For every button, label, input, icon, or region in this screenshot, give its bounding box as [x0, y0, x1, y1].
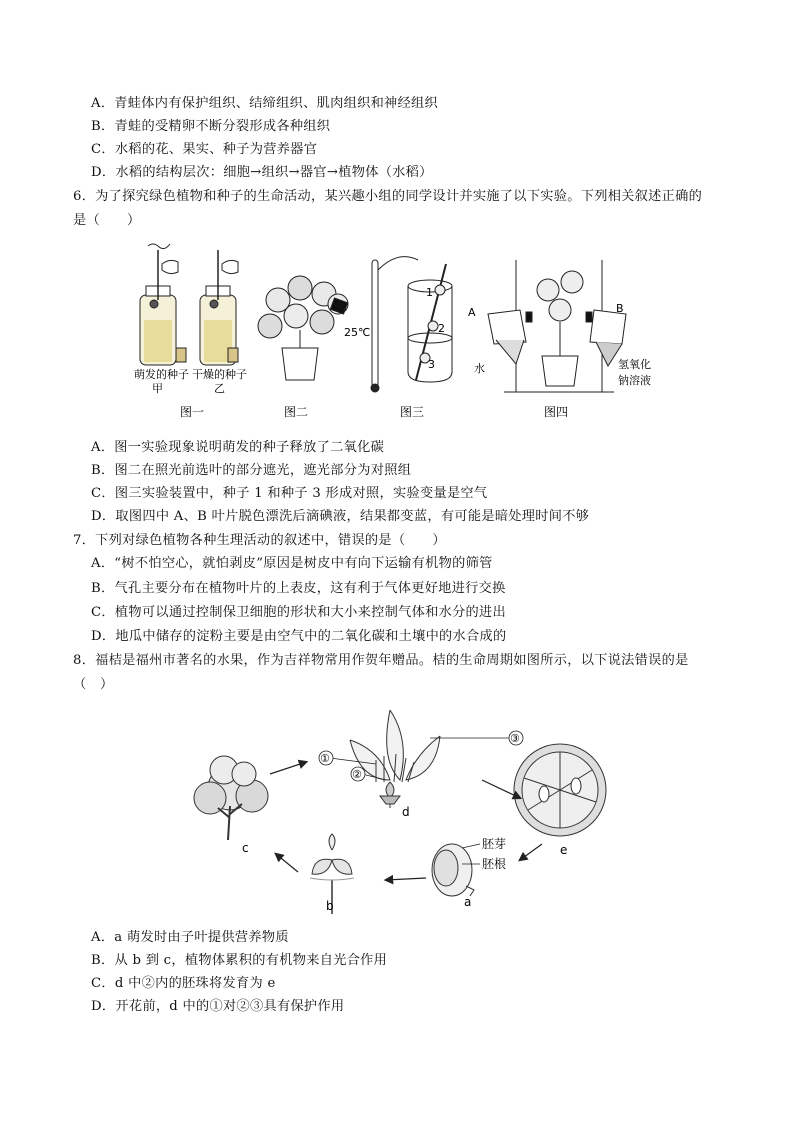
q8-stem-line2: （ ）	[73, 677, 114, 692]
fig1-label-yi: 干燥的种子	[192, 368, 247, 381]
label-circle-2: ②	[352, 768, 362, 781]
q6-stem-line1: 6．为了探究绿色植物和种子的生命活动，某兴趣小组的同学设计并实施了以下实验。下列相关叙述正确的	[73, 189, 703, 204]
fig3-caption: 图三	[400, 405, 425, 419]
q6-option-c: C．图三实验装置中，种子 1 和种子 3 形成对照，实验变量是空气	[91, 486, 488, 501]
label-circle-1: ①	[320, 752, 330, 765]
q7-stem: 7．下列对绿色植物各种生理活动的叙述中，错误的是（ ）	[73, 533, 446, 548]
q5-option-d: D．水稻的结构层次：细胞→组织→器官→植物体（水稻）	[91, 165, 433, 180]
fig4-caption: 图四	[544, 405, 569, 419]
fig2-plant	[258, 276, 348, 380]
fig1-jars	[140, 244, 238, 365]
fig3-temp: 25℃	[344, 326, 371, 339]
label-d: d	[402, 805, 410, 819]
label-peiya: 胚芽	[482, 837, 507, 851]
stage-e-fruit	[514, 744, 606, 836]
stage-d-flower	[350, 710, 440, 808]
q6-stem-line2: 是（ ）	[73, 213, 141, 228]
q5-option-c: C．水稻的花、果实、种子为营养器官	[91, 142, 318, 157]
fig3-num-3: 3	[428, 358, 435, 371]
q8-option-a: A．a 萌发时由子叶提供营养物质	[91, 930, 289, 945]
q6-option-d: D．取图四中 A、B 叶片脱色漂洗后滴碘液，结果都变蓝，有可能是暗处理时间不够	[91, 509, 590, 524]
fig3-num-1: 1	[426, 286, 433, 299]
label-peigen: 胚根	[482, 857, 507, 871]
q8-stem-line1: 8．福桔是福州市著名的水果，作为吉祥物常用作贺年赠品。桔的生命周期如图所示，以下说法错误的是	[73, 653, 689, 668]
q6-option-b: B．图二在照光前选叶的部分遮光，遮光部分为对照组	[91, 463, 412, 478]
label-a: a	[464, 895, 472, 909]
q7-option-c: C．植物可以通过控制保卫细胞的形状和大小来控制气体和水分的进出	[91, 605, 507, 620]
q8-option-d: D．开花前，d 中的①对②③具有保护作用	[91, 999, 345, 1014]
q5-option-b: B．青蛙的受精卵不断分裂形成各种组织	[91, 119, 331, 134]
fig2-caption: 图二	[284, 405, 309, 419]
fig4-label-naoh-1: 氢氧化	[618, 358, 651, 371]
fig3-num-2: 2	[438, 322, 445, 335]
fig4-label-water: 水	[474, 362, 485, 375]
q7-option-d: D．地瓜中储存的淀粉主要是由空气中的二氧化碳和土壤中的水合成的	[91, 629, 507, 644]
fig1-label-yi2: 乙	[214, 382, 225, 395]
q7-option-a: A．“树不怕空心，就怕剥皮”原因是树皮中有向下运输有机物的筛管	[91, 556, 493, 571]
label-circle-3: ③	[510, 732, 520, 745]
q5-option-a: A．青蛙体内有保护组织、结缔组织、肌肉组织和神经组织	[91, 96, 439, 111]
fig1-label-jia: 萌发的种子	[134, 368, 189, 381]
label-e: e	[560, 843, 568, 857]
q6-option-a: A．图一实验现象说明萌发的种子释放了二氧化碳	[91, 440, 385, 455]
q8-life-cycle-figure	[180, 700, 620, 920]
fig4-apparatus	[488, 260, 626, 392]
label-b: b	[326, 899, 334, 913]
q8-option-b: B．从 b 到 c，植物体累积的有机物来自光合作用	[91, 953, 388, 968]
q8-option-c: C．d 中②内的胚珠将发育为 e	[91, 976, 276, 991]
fig4-label-b: B	[616, 302, 624, 315]
fig1-caption: 图一	[180, 405, 205, 419]
q7-option-b: B．气孔主要分布在植物叶片的上表皮，这有利于气体更好地进行交换	[91, 581, 506, 596]
stage-c-tree	[194, 756, 268, 840]
fig1-label-jia2: 甲	[152, 382, 163, 395]
label-c: c	[242, 841, 249, 855]
fig4-label-a: A	[468, 306, 476, 319]
q6-experiment-figure	[128, 240, 668, 430]
fig4-label-naoh-2: 钠溶液	[618, 374, 651, 387]
stage-a-seed	[432, 844, 474, 896]
